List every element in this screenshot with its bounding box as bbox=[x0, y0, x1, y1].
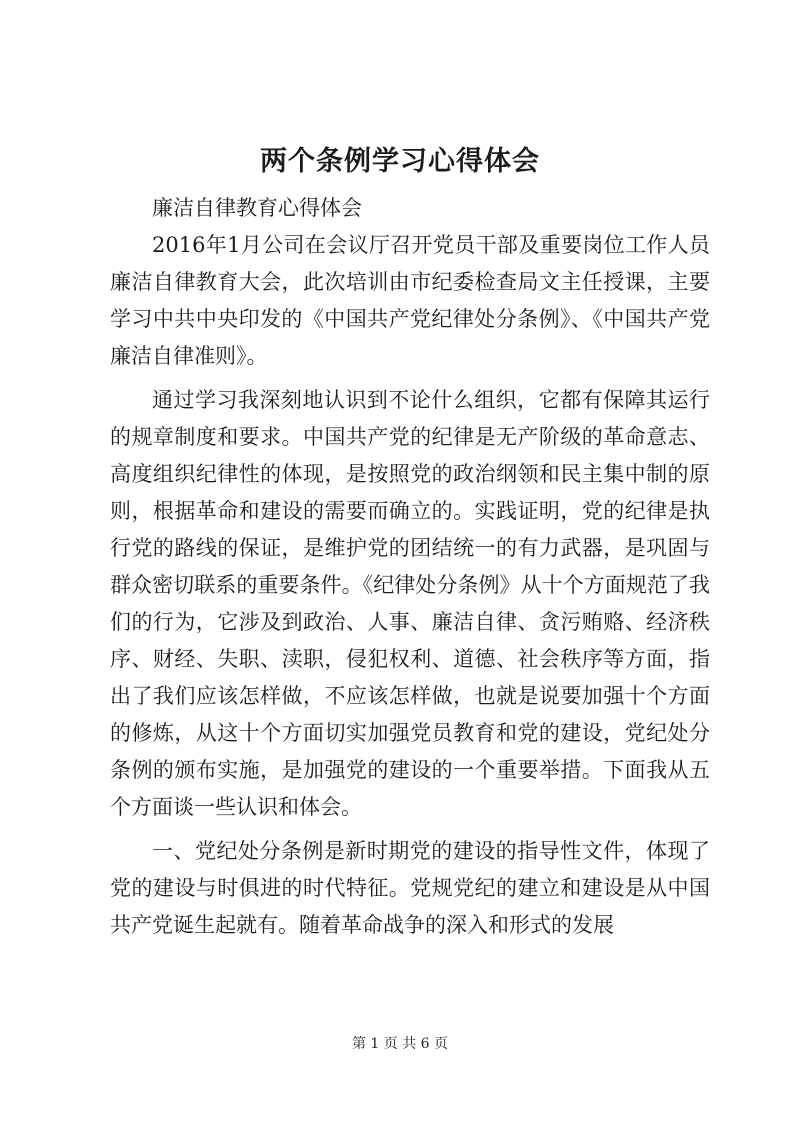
page-footer: 第 1 页 共 6 页 bbox=[351, 1036, 449, 1052]
document-title: 两个条例学习心得体会 bbox=[260, 146, 540, 177]
subtitle-paragraph: 廉洁自律教育心得体会 bbox=[152, 196, 362, 220]
body-paragraph-understanding: 通过学习我深刻地认识到不论什么组织，它都有保障其运行的规章制度和要求。中国共产党的纪律是无产阶级的革命意志、高度组织纪律性的体现，是按照党的政治纲领和民主集中制的原则，根据革命和建设的需要而确立的。实践证明，党的纪律是执行党的路线的保证，是维护党的团结统一的有力武器，是巩固与群众密切联系的重要条件。《纪律处分条例》从十个方面规范了我们的行为，它涉及到政治、人事、廉洁自律、贪污贿赂、经济秩序、财经、失职、渎职，侵犯权利、道德、社会秩序等方面，指出了我们应该怎样做，不应该怎样做，也就是说要加强十个方面的修炼，从这十个方面切实加强党员教育和党的建设，党纪处分条例的颁布实施，是加强党的建设的一个重要举措。下面我从五个方面谈一些认识和体会。 bbox=[110, 388, 710, 819]
body-paragraph-point-one: 一、党纪处分条例是新时期党的建设的指导性文件，体现了党的建设与时俱进的时代特征。党规党纪的建立和建设是从中国共产党诞生起就有。随着革命战争的深入和形式的发展 bbox=[110, 839, 710, 937]
document-body bbox=[110, 190, 710, 944]
body-paragraph-intro: 2016年1月公司在会议厅召开党员干部及重要岗位工作人员廉洁自律教育大会，此次培训由市纪委检查局文主任授课，主要学习中共中央印发的《中国共产党纪律处分条例》、《中国共产党廉洁自律准则》。 bbox=[110, 233, 710, 368]
